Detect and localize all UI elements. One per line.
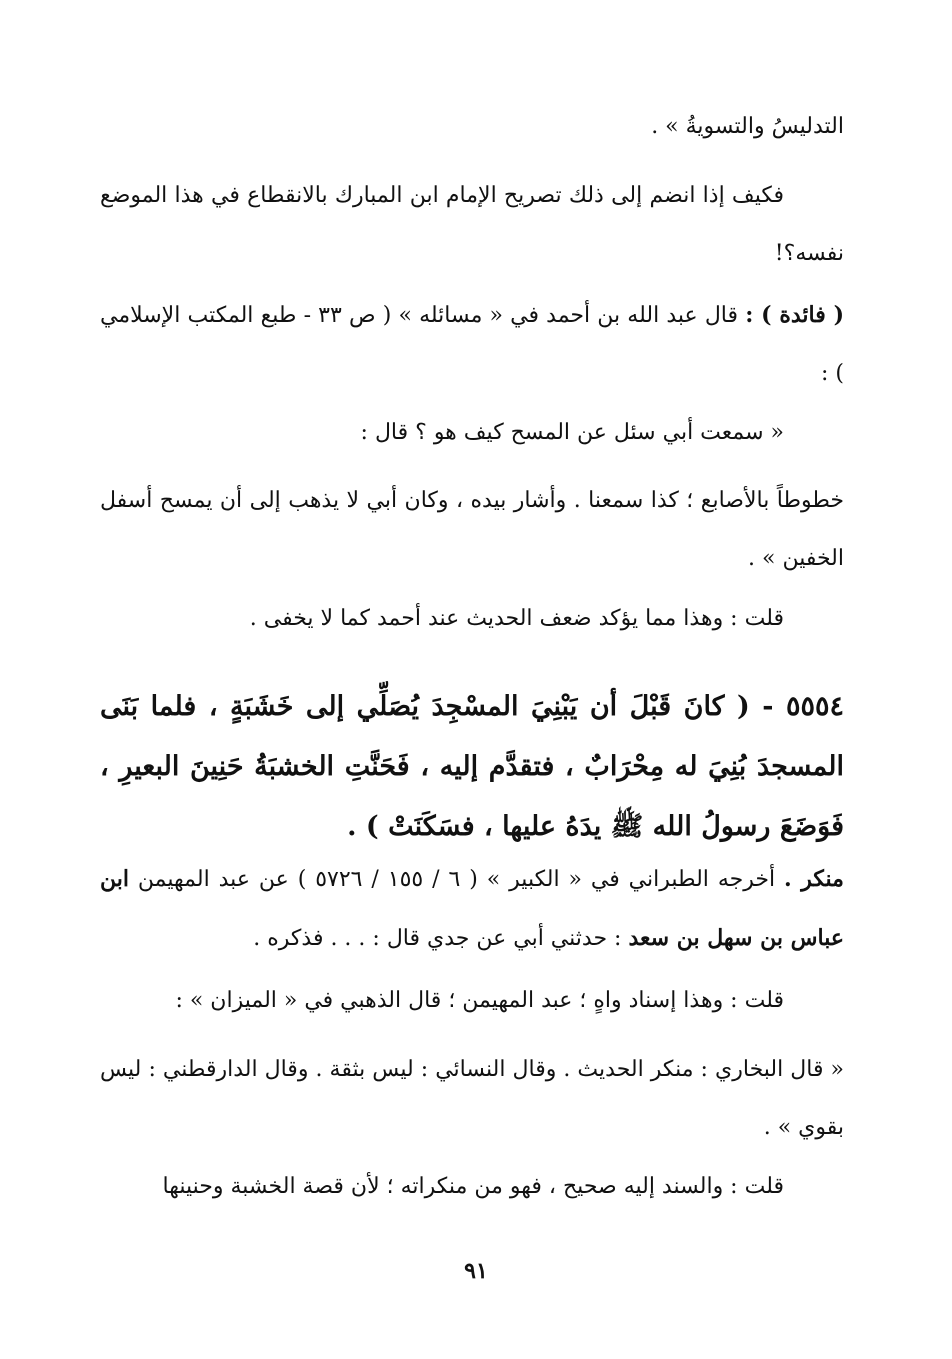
paragraph-text: فكيف إذا انضم إلى ذلك تصريح الإمام ابن المبارك بالانقطاع في هذا الموضع نفسه؟! [100,183,844,266]
paragraph-takhrij [100,850,844,968]
page-number: ٩١ [464,1258,488,1284]
grading-label: منكر . [784,866,844,892]
paragraph-text: أخرجه الطبراني في « الكبير » ( ٦ / ١٥٥ / ٥٧٢٦ ) عن عبد المهيمن [137,867,776,892]
paragraph-quote-body [100,472,844,588]
benefit-label: ( فائدة ) : [745,302,845,328]
paragraph-text: « قال البخاري : منكر الحديث . وقال النسائي : ليس بثقة . وقال الدارقطني : ليس بقوي » . [100,1057,844,1140]
paragraph-isnad [100,972,844,1030]
hadith-body: ٥٥٥٤ - ( كانَ قَبْلَ أن يَبْنِيَ المسْجِدَ يُصَلِّي إلى خَشَبَةٍ ، فلما بَنَى المسجدَ بُنِيَ له مِحْرَابٌ ، فتقدَّم إليه ، فَحَنَّتِ الخشبَةُ حَنِينَ البعيرِ ، فَوَضَعَ رسولُ الله ﷺ يدَهُ عليها ، فسَكَنَتْ ) . [100,691,844,842]
paragraph-mizan-quote [100,1041,844,1157]
narrator-name: ابن عباس بن سهل بن سعد [100,866,844,951]
paragraph-text: : حدثني أبي عن جدي قال : . . . فذكره . [253,926,622,951]
paragraph-text: قلت : والسند إليه صحيح ، فهو من منكراته ؛ لأن قصة الخشبة وحنينها [162,1174,784,1199]
paragraph-text: خطوطاً بالأصابع ؛ كذا سمعنا . وأشار بيده ، وكان أبي لا يذهب إلى أن يمسح أسفل الخفين » . [100,488,844,571]
paragraph-question [100,167,844,283]
paragraph-quote-start [100,404,844,462]
paragraph-continuation [100,98,844,156]
paragraph-text: قلت : وهذا إسناد واهٍ ؛ عبد المهيمن ؛ قال الذهبي في « الميزان » : [175,988,784,1013]
paragraph-comment [100,590,844,648]
hadith-text [100,677,844,857]
paragraph-benefit [100,286,844,403]
paragraph-text: قال عبد الله بن أحمد في « مسائله » ( ص ٣٣ - طبع المكتب الإسلامي ) : [100,303,844,386]
paragraph-conclusion [100,1158,844,1216]
paragraph-text: التدليسُ والتسويةُ » . [651,114,844,139]
paragraph-text: قلت : وهذا مما يؤكد ضعف الحديث عند أحمد كما لا يخفى . [249,606,784,631]
paragraph-text: « سمعت أبي سئل عن المسح كيف هو ؟ قال : [360,420,784,445]
